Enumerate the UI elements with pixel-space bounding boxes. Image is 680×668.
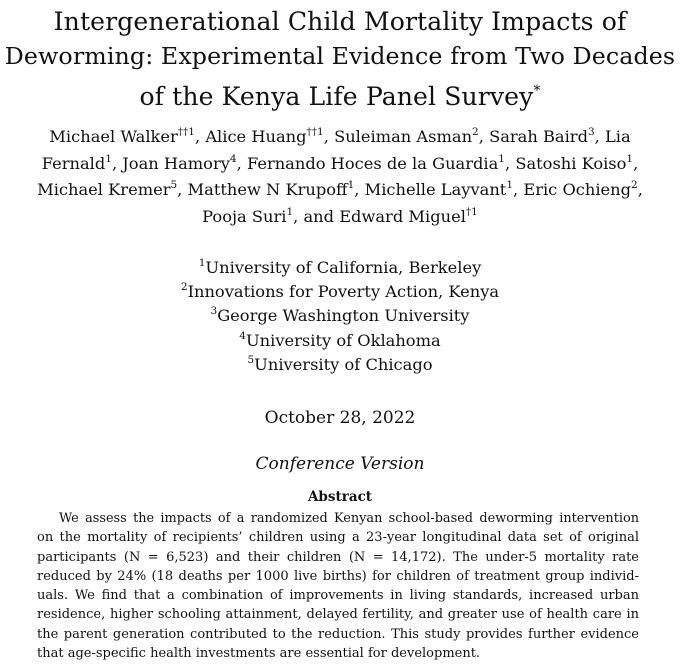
affiliation-item	[0, 353, 680, 377]
author-separator: ,	[194, 127, 206, 146]
author-name: Edward Miguel	[339, 206, 466, 226]
author-separator: ,	[236, 153, 247, 173]
author-line	[0, 151, 680, 178]
abstract-line: on the mortality of recipients’ children using a 23-year longitudinal data set of original	[37, 530, 639, 546]
author-affiliation-mark: 1	[626, 152, 634, 165]
author-line	[0, 177, 680, 204]
title-line: Intergenerational Child Mortality Impacts of	[53, 7, 627, 36]
author-affiliation-mark: ††1	[177, 126, 195, 138]
abstract-line: reduced by 24% (18 deaths per 1000 live births) for children of treatment group individ-	[37, 568, 639, 584]
title-line-text: of the Kenya Life Panel Survey	[139, 82, 534, 111]
affiliation-item	[0, 304, 680, 328]
author-list	[0, 124, 680, 230]
affiliation-item	[0, 280, 680, 304]
title-line: Deworming: Experimental Evidence from Two Decades	[4, 42, 676, 70]
author-name: Alice Huang	[205, 127, 307, 146]
author-name: Michelle Layvant	[364, 180, 507, 199]
author-affiliation-mark: †1	[465, 205, 478, 218]
affiliation-name: George Washington University	[217, 306, 470, 326]
author-name-part: Lia	[605, 127, 631, 146]
abstract-line: We assess the impacts of a randomized Kenyan school-based deworming intervention	[59, 511, 639, 526]
abstract-line: that age-specific health investments are essential for development.	[37, 646, 481, 662]
author-affiliation-mark: 1	[347, 179, 355, 191]
author-line	[0, 124, 680, 151]
abstract-body	[37, 509, 639, 663]
author-name: Michael Walker	[49, 127, 178, 146]
author-separator: ,	[111, 153, 123, 173]
author-separator: ,	[633, 153, 639, 173]
author-separator: ,	[354, 180, 365, 199]
author-separator: ,	[177, 180, 188, 199]
author-separator: ,	[637, 180, 643, 199]
author-name: Sarah Baird	[489, 127, 588, 146]
title-footnote-mark: *	[533, 83, 541, 99]
author-affiliation-mark: 1	[506, 179, 514, 191]
author-separator: ,	[478, 127, 490, 146]
author-affiliation-mark: 4	[229, 152, 237, 165]
author-name: Matthew N Krupoff	[187, 180, 348, 199]
affiliation-name: Innovations for Poverty Action, Kenya	[187, 282, 500, 302]
author-affiliation-mark: 2	[472, 126, 479, 138]
affiliation-item	[0, 329, 680, 353]
affiliation-item	[0, 256, 680, 280]
author-name: Fernando Hoces de la Guardia	[246, 153, 499, 173]
affiliation-number: 3	[210, 305, 218, 318]
paper-title	[0, 4, 680, 114]
affiliation-number: 1	[198, 257, 206, 269]
author-affiliation-mark: 3	[587, 126, 595, 138]
author-separator: ,	[504, 153, 516, 173]
abstract-line: residence, higher schooling attainment, delayed fertility, and greater use of health care in	[37, 607, 639, 623]
author-separator: ,	[594, 127, 606, 146]
author-name: Satoshi Koiso	[515, 153, 627, 173]
affiliation-name: University of Oklahoma	[245, 330, 441, 350]
paper-date: October 28, 2022	[264, 408, 416, 428]
author-line	[0, 204, 680, 231]
author-name: Michael Kremer	[37, 180, 171, 199]
author-affiliation-mark: 2	[631, 179, 638, 191]
affiliation-number: 4	[239, 329, 246, 342]
author-affiliation-mark: 1	[286, 205, 294, 218]
abstract-line: participants (N = 6,523) and their children (N = 14,172). The under-5 mortality rate	[37, 549, 639, 565]
author-name-part: Fernald	[41, 153, 106, 173]
author-separator: ,	[323, 127, 335, 146]
abstract-line: uals. We find that a combination of improvements in living standards, increased urban	[37, 588, 639, 604]
author-affiliation-mark: 1	[105, 152, 112, 165]
author-name: Suleiman Asman	[334, 127, 473, 146]
author-affiliation-mark: ††1	[306, 126, 324, 138]
affiliation-name: University of Chicago	[254, 354, 433, 374]
author-affiliation-mark: 1	[498, 152, 505, 165]
abstract-heading: Abstract	[307, 489, 373, 505]
author-separator: ,	[513, 180, 524, 199]
abstract-line: the parent generation contributed to the reduction. This study provides further evidence	[37, 626, 639, 642]
affiliation-name: University of California, Berkeley	[205, 258, 482, 277]
affiliation-number: 2	[180, 281, 188, 294]
author-name: Pooja Suri	[202, 206, 287, 226]
author-affiliation-mark: 5	[170, 179, 178, 191]
affiliation-number: 5	[247, 353, 255, 366]
paper-version: Conference Version	[255, 454, 425, 474]
affiliation-list	[0, 256, 680, 377]
author-name: Joan Hamory	[122, 153, 230, 173]
author-separator: , and	[293, 206, 340, 226]
title-line	[0, 74, 680, 114]
author-name: Eric Ochieng	[523, 180, 632, 199]
